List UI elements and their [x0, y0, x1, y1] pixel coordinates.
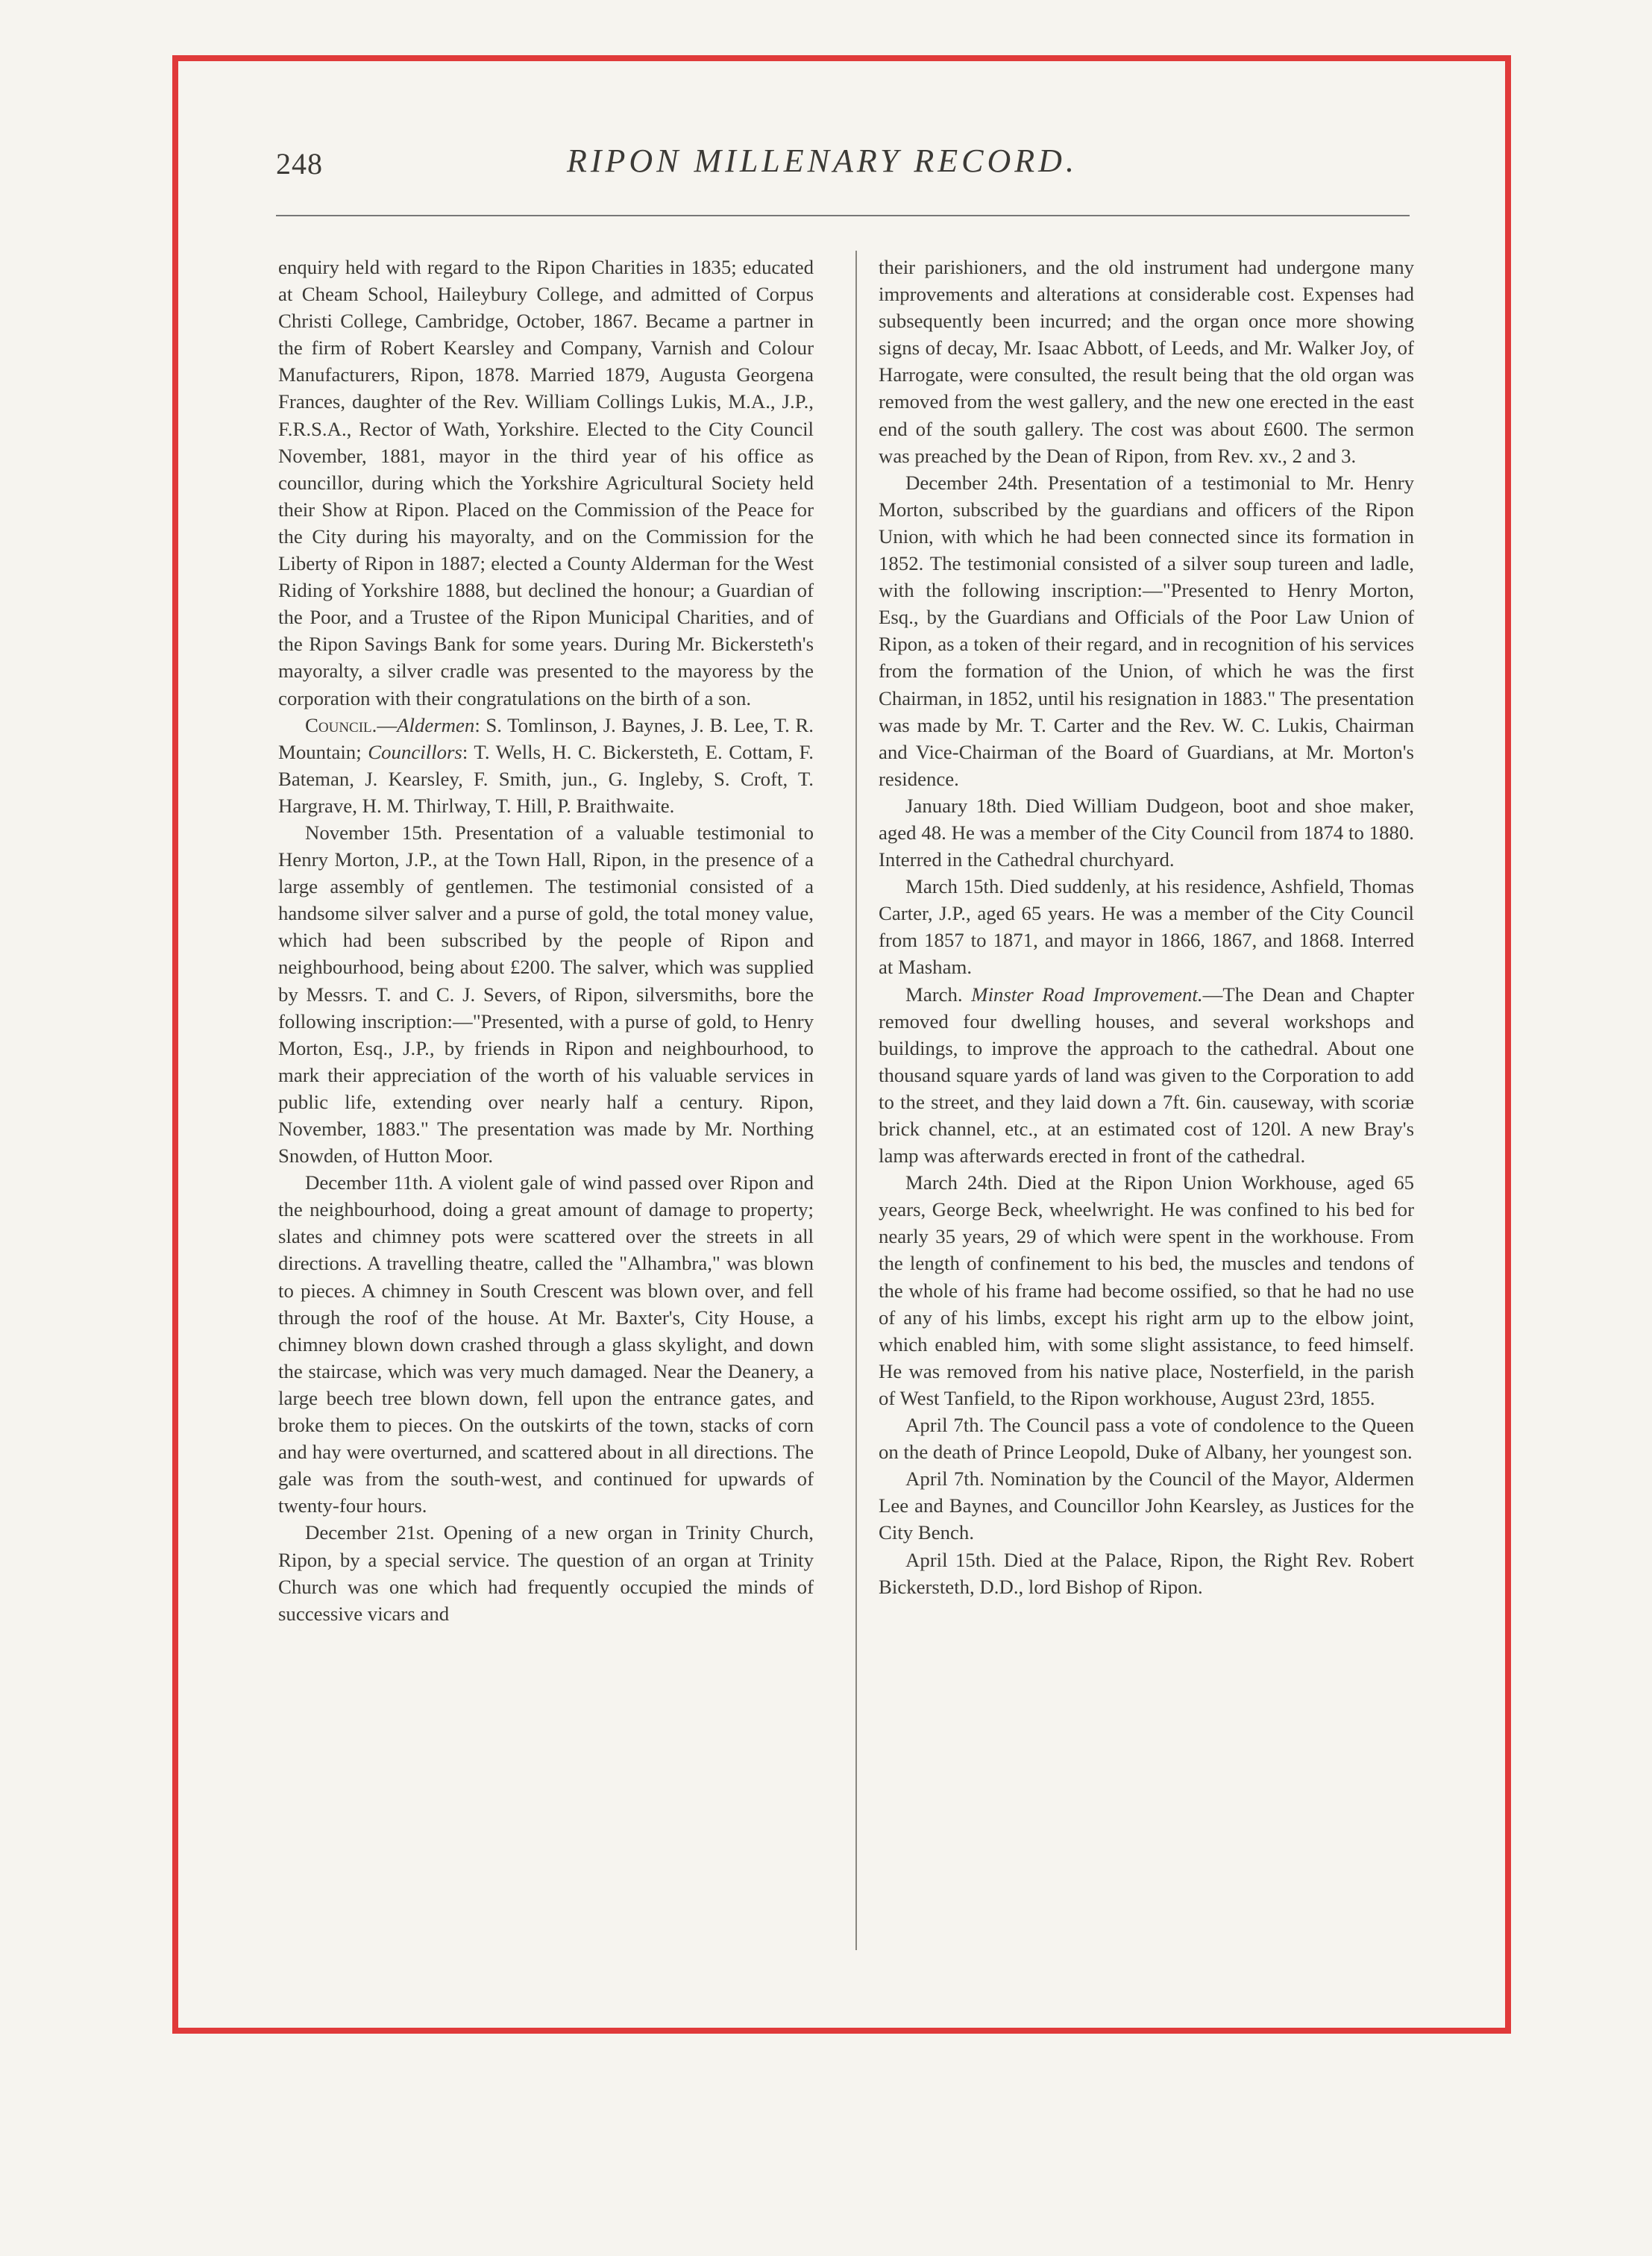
minster-road-heading: Minster Road Improvement.: [971, 983, 1203, 1006]
paragraph-december-21: December 21st. Opening of a new organ in Trinity Church, Ripon, by a special service. The question of an organ at Trinity Church was one which had frequently occupied the minds of successive vicars and: [278, 1521, 814, 1625]
paragraph-minster-road: [879, 981, 1414, 1170]
paragraph-november-15: November 15th. Presentation of a valuable testimonial to Henry Morton, J.P., at the Town Hall, Ripon, in the presence of a large assembly of gentlemen. The testimonial consisted of a handsome silver salver and a purse of gold, the total money value, which had been subscribed by the people of Ripon and neighbourhood, being about £200. The salver, which was supplied by Messrs. T. and C. J. Severs, of Ripon, silversmiths, bore the following inscription:—"Presented, with a purse of gold, to Henry Morton, Esq., J.P., by friends in Ripon and neighbourhood, to mark their appreciation of the worth of his valuable services in public life, extending over nearly half a century. Ripon, November, 1883." The presentation was made by Mr. Northing Snowden, of Hutton Moor.: [278, 821, 814, 1168]
column-divider: [855, 251, 857, 1950]
header-rule: [276, 215, 1410, 216]
paragraph-march-15: March 15th. Died suddenly, at his residence, Ashfield, Thomas Carter, J.P., aged 65 years. He was a member of the City Council from 1857 to 1871, and mayor in 1866, 1867, and 1868. Interred at Masham.: [879, 875, 1414, 979]
paragraph-december-24: December 24th. Presentation of a testimonial to Mr. Henry Morton, subscribed by the guardians and officers of the Ripon Union, with which he had been connected since its formation in 1852. The testimonial consisted of a silver soup tureen and ladle, with the following inscription:—"Presented to Henry Morton, Esq., by the Guardians and Officials of the Poor Law Union of Ripon, as a token of their regard, and in recognition of his services from the formation of the Union, of which he was the first Chairman, in 1852, until his resignation in 1883." The presentation was made by Mr. T. Carter and the Rev. W. C. Lukis, Chairman and Vice-Chairman of the Board of Guardians, at Mr. Morton's residence.: [879, 471, 1414, 790]
minster-road-text: —The Dean and Chapter removed four dwelling houses, and several workshops and buildings, to improve the approach to the cathedral. About one thousand square yards of land was given to the Corporation to add to the street, and they laid down a 7ft. 6in. causeway, with scoriæ brick channel, etc., at an estimated cost of 120l. A new Bray's lamp was afterwards erected in front of the cathedral.: [879, 983, 1414, 1168]
running-title: RIPON MILLENARY RECORD.: [567, 142, 1078, 179]
paragraph-april-15: April 15th. Died at the Palace, Ripon, the Right Rev. Robert Bickersteth, D.D., lord Bishop of Ripon.: [879, 1548, 1414, 1598]
aldermen-label: Aldermen: [397, 713, 475, 736]
council-label: Council.: [305, 713, 377, 736]
paragraph-december-11: December 11th. A violent gale of wind passed over Ripon and the neighbourhood, doing a great amount of damage to property; slates and chimney pots were scattered over the streets in all directions. A travelling theatre, called the "Alhambra," was blown to pieces. A chimney in South Crescent was blown over, and fell through the roof of the house. At Mr. Baxter's, City House, a chimney blown down crashed through a glass skylight, and down the staircase, which was very much damaged. Near the Deanery, a large beech tree blown down, fell upon the entrance gates, and broke them to pieces. On the outskirts of the town, stacks of corn and hay were overturned, and scattered about in all directions. The gale was from the south-west, and continued for upwards of twenty-four hours.: [278, 1171, 814, 1517]
paragraph-april-7-condolence: April 7th. The Council pass a vote of condolence to the Queen on the death of Prince Leopold, Duke of Albany, her youngest son.: [879, 1414, 1414, 1464]
left-column: [278, 254, 814, 1627]
right-column: [879, 254, 1414, 1600]
paragraph-april-7-nomination: April 7th. Nomination by the Council of the Mayor, Aldermen Lee and Baynes, and Councillor John Kearsley, as Justices for the City Bench.: [879, 1467, 1414, 1544]
councillors-label: Councillors: [368, 740, 462, 763]
paragraph-biography: enquiry held with regard to the Ripon Charities in 1835; educated at Cheam School, Haileybury College, and admitted of Corpus Christi College, Cambridge, October, 1867. Became a partner in the firm of Robert Kearsley and Company, Varnish and Colour Manufacturers, Ripon, 1878. Married 1879, Augusta Georgena Frances, daughter of the Rev. William Collings Lukis, M.A., J.P., F.R.S.A., Rector of Wath, Yorkshire. Elected to the City Council November, 1881, mayor in the third year of his office as councillor, during which the Yorkshire Agricultural Society held their Show at Ripon. Placed on the Commission of the Peace for the City during his mayoralty, and on the Commission for the Liberty of Ripon in 1887; elected a County Alderman for the West Riding of Yorkshire 1888, but declined the honour; a Guardian of the Poor, and a Trustee of the Ripon Municipal Charities, and of the Ripon Savings Bank for some years. During Mr. Bickersteth's mayoralty, a silver cradle was presented to the mayoress by the corporation with their congratulations on the birth of a son.: [278, 256, 814, 709]
paragraph-organ-continued: their parishioners, and the old instrument had undergone many improvements and alterations at considerable cost. Expenses had subsequently been incurred; and the organ once more showing signs of decay, Mr. Isaac Abbott, of Leeds, and Mr. Walker Joy, of Harrogate, were consulted, the result being that the old organ was removed from the west gallery, and the new one erected in the east end of the south gallery. The cost was about £600. The sermon was preached by the Dean of Ripon, from Rev. xv., 2 and 3.: [879, 256, 1414, 467]
councillors-list: : T. Wells, H. C. Bickersteth, E. Cottam, F. Bateman, J. Kearsley, F. Smith, jun., G. Ingleby, S. Croft, T. Hargrave, H. M. Thirlway, T. Hill, P. Braithwaite.: [278, 740, 814, 817]
paragraph-march-24: March 24th. Died at the Ripon Union Workhouse, aged 65 years, George Beck, wheelwright. He was confined to his bed for nearly 35 years, 29 of which were spent in the workhouse. From the length of confinement to his bed, the muscles and tendons of the whole of his frame had become ossified, so that he had no use of any of his limbs, except his right arm up to the elbow joint, which enabled him, with some slight assistance, to feed himself. He was removed from his native place, Nosterfield, in the parish of West Tanfield, to the Ripon workhouse, August 23rd, 1855.: [879, 1171, 1414, 1409]
aldermen-list: : S. Tomlinson, J. Baynes, J. B. Lee, T. R. Mountain;: [278, 713, 814, 763]
page-number: 248: [276, 147, 323, 181]
paragraph-january-18: January 18th. Died William Dudgeon, boot and shoe maker, aged 48. He was a member of the City Council from 1874 to 1880. Interred in the Cathedral churchyard.: [879, 794, 1414, 871]
paragraph-council: Council.—Aldermen: S. Tomlinson, J. Baynes, J. B. Lee, T. R. Mountain; Councillors: T. Wells, H. C. Bickersteth, E. Cottam, F. Bateman, J. Kearsley, F. Smith, jun., G. Ingleby, S. Croft, T. Hargrave, H. M. Thirlway, T. Hill, P. Braithwaite.: [278, 713, 814, 817]
minster-road-lead: March.: [905, 983, 972, 1006]
